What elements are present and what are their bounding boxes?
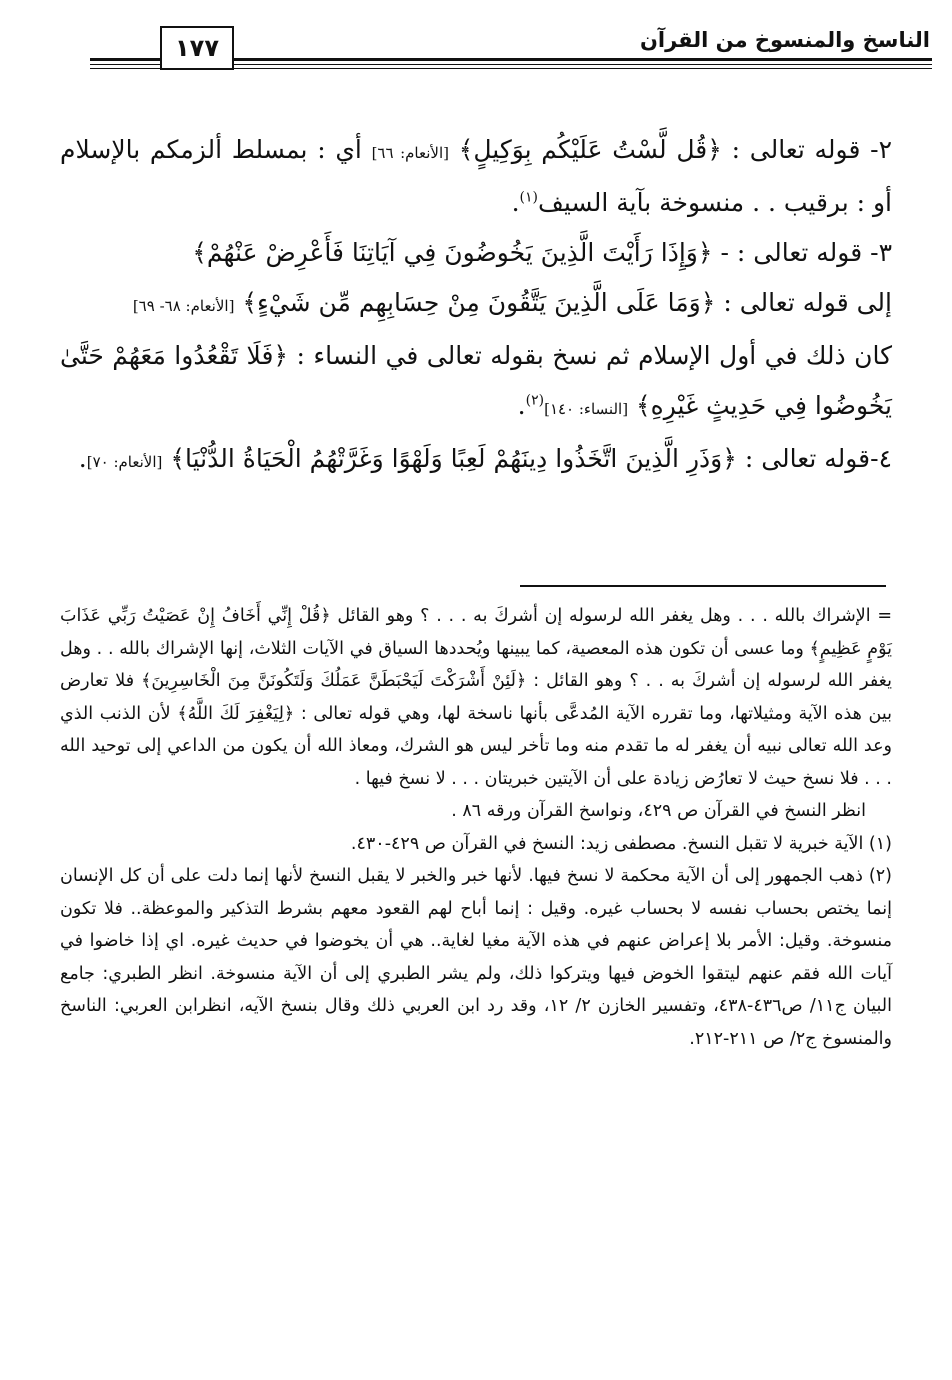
footnote-2: (٢) ذهب الجمهور إلى أن الآية محكمة لا نسخ فيها. لأنها خبر والخبر لا يقبل النسخ لأنها إنما دلت على أن كل الإنسان إنما يختص بحساب نفسه لا بحساب غيره. وقيل : إنما أباح لهم القعود معهم بشرط التذكير والموعظة.. فلا تكون منسوخة. وقيل: الأمر بلا إعراض عنهم في هذه الآية مغيا لغاية.. هي أن يخوضوا في حديث غيره. اي إذا خاضوا في آيات الله فقم عنهم ليتقوا الخوض فيها ويتركوا ذلك، ولم يشر الطبري إلى أن الآية منسوخة. انظر الطبري: جامع البيان ج١١/ ص٤٣٦-٤٣٨، وتفسير الخازن ٢/ ١٢، وقد رد ابن العربي ذلك وقال بنسخ الآيه، انظرابن العربي: الناسخ والمنسوخ ج٢/ ص ٢١١-٢١٢. <box>60 866 892 1049</box>
footnote-continuation: = الإشراك بالله . . . وهل يغفر الله لرسوله إن أشركَ به . . . ؟ وهو القائل ﴿قُلْ إِنِّي أَخَافُ إِنْ عَصَيْتُ رَبِّي عَذَابَ يَوْمٍ عَظِيمٍ﴾ وما عسى أن تكون هذه المعصية، كما يبينها ويُحددها السياق في الآيات الثلاث، إنها الإشراك بالله . . وهل يغفر الله لرسوله إن أشركَ به . . ؟ وهو القائل : ﴿لَئِنْ أَشْرَكْتَ لَيَحْبَطَنَّ عَمَلُكَ وَلَتَكُونَنَّ مِنَ الْخَاسِرِينَ﴾ فلا تعارض بين هذه الآية ومثيلاتها، وما تقرره الآية المُدعَّى بأنها ناسخة لها، وهي قوله تعالى : ﴿لِيَغْفِرَ لَكَ اللَّهُ﴾ لأن الذنب الذي وعد الله تعالى نبيه أن يغفر له ما تقدم منه وما تأخر ليس هو الشرك، ومعاذ الله أن يكون من الداعي إلى توحيد الله . . . فلا نسخ حيث لا تعارُض زيادة على أن الآيتين خبريتان . . . لا نسخ فيها . <box>60 606 892 789</box>
footnote-marker-1[interactable]: (١) <box>519 189 538 206</box>
footnote-marker-2[interactable]: (٢) <box>525 392 545 409</box>
footnote-separator <box>520 585 886 587</box>
quran-verse: ﴿فَلَا تَقْعُدُوا مَعَهُمْ حَتَّىٰ يَخُوضُوا فِي حَدِيثٍ غَيْرِهِ﴾ <box>60 341 892 420</box>
quran-verse: ﴿وَإِذَا رَأَيْتَ الَّذِينَ يَخُوضُونَ فِي آيَاتِنَا فَأَعْرِضْ عَنْهُمْ﴾ <box>192 238 713 267</box>
paragraph-2-text: أي : بمسلط ألزمكم بالإسلام أو : برقيب . . منسوخة بآية السيف <box>60 135 892 217</box>
paragraph-3b-lead: إلى قوله تعالى : <box>715 288 892 317</box>
footnote-source: انظر النسخ في القرآن ص ٤٢٩، ونواسخ القرآن ورقه ٨٦ . <box>451 801 866 821</box>
paragraph-4: ٤-قوله تعالى : ﴿وَذَرِ الَّذِينَ اتَّخَذُوا دِينَهُمْ لَعِبًا وَلَهْوًا وَغَرَّتْهُمُ الْحَيَاةُ الدُّنْيَا﴾ [الأنعام: ٧٠]. <box>78 444 892 473</box>
quran-verse: ﴿قُل لَّسْتُ عَلَيْكُم بِوَكِيلٍ﴾ <box>458 135 722 164</box>
quran-verse: ﴿وَذَرِ الَّذِينَ اتَّخَذُوا دِينَهُمْ لَعِبًا وَلَهْوًا وَغَرَّتْهُمُ الْحَيَاةُ الدُّنْيَا﴾ <box>170 444 737 473</box>
verse-reference: [الأنعام: ٦٦] <box>371 144 449 162</box>
paragraph-2: ٢- قوله تعالى : ﴿قُل لَّسْتُ عَلَيْكُم بِوَكِيلٍ﴾ [الأنعام: ٦٦] أي : بمسلط ألزمكم بالإسلام أو : برقيب . . منسوخة بآية السيف$^{(١)}$. <box>60 135 893 217</box>
paragraph-3c-text: كان ذلك في أول الإسلام ثم نسخ بقوله تعالى في النساء : <box>288 341 892 370</box>
paragraph-3b <box>60 278 892 331</box>
page-number: ١٧٧ <box>160 26 234 70</box>
paragraph-3-lead: ٣- قوله تعالى : - <box>712 238 892 267</box>
verse-reference: [النساء: ١٤٠] <box>544 400 629 418</box>
paragraph-4-lead: ٤-قوله تعالى : <box>736 444 892 473</box>
paragraph-3c: كان ذلك في أول الإسلام ثم نسخ بقوله تعالى في النساء : ﴿فَلَا تَقْعُدُوا مَعَهُمْ حَتَّىٰ يَخُوضُوا فِي حَدِيثٍ غَيْرِهِ﴾ [النساء: ١٤٠]$^{(٢)}$. <box>60 341 892 420</box>
running-title: الناسخ والمنسوخ من القرآن <box>639 28 930 52</box>
paragraph-3 <box>60 228 892 278</box>
paragraph-2-lead: ٢- قوله تعالى : <box>721 135 893 164</box>
footnotes <box>60 600 892 1055</box>
quran-verse: ﴿وَمَا عَلَى الَّذِينَ يَتَّقُونَ مِنْ حِسَابِهِم مِّن شَيْءٍ﴾ <box>242 288 716 317</box>
verse-reference: [الأنعام: ٦٨- ٦٩] <box>132 297 235 315</box>
main-text <box>60 125 892 487</box>
footnote-1: (١) الآية خبرية لا تقبل النسخ. مصطفى زيد: النسخ في القرآن ص ٤٢٩-٤٣٠. <box>350 833 892 854</box>
verse-reference: [الأنعام: ٧٠] <box>86 453 163 471</box>
